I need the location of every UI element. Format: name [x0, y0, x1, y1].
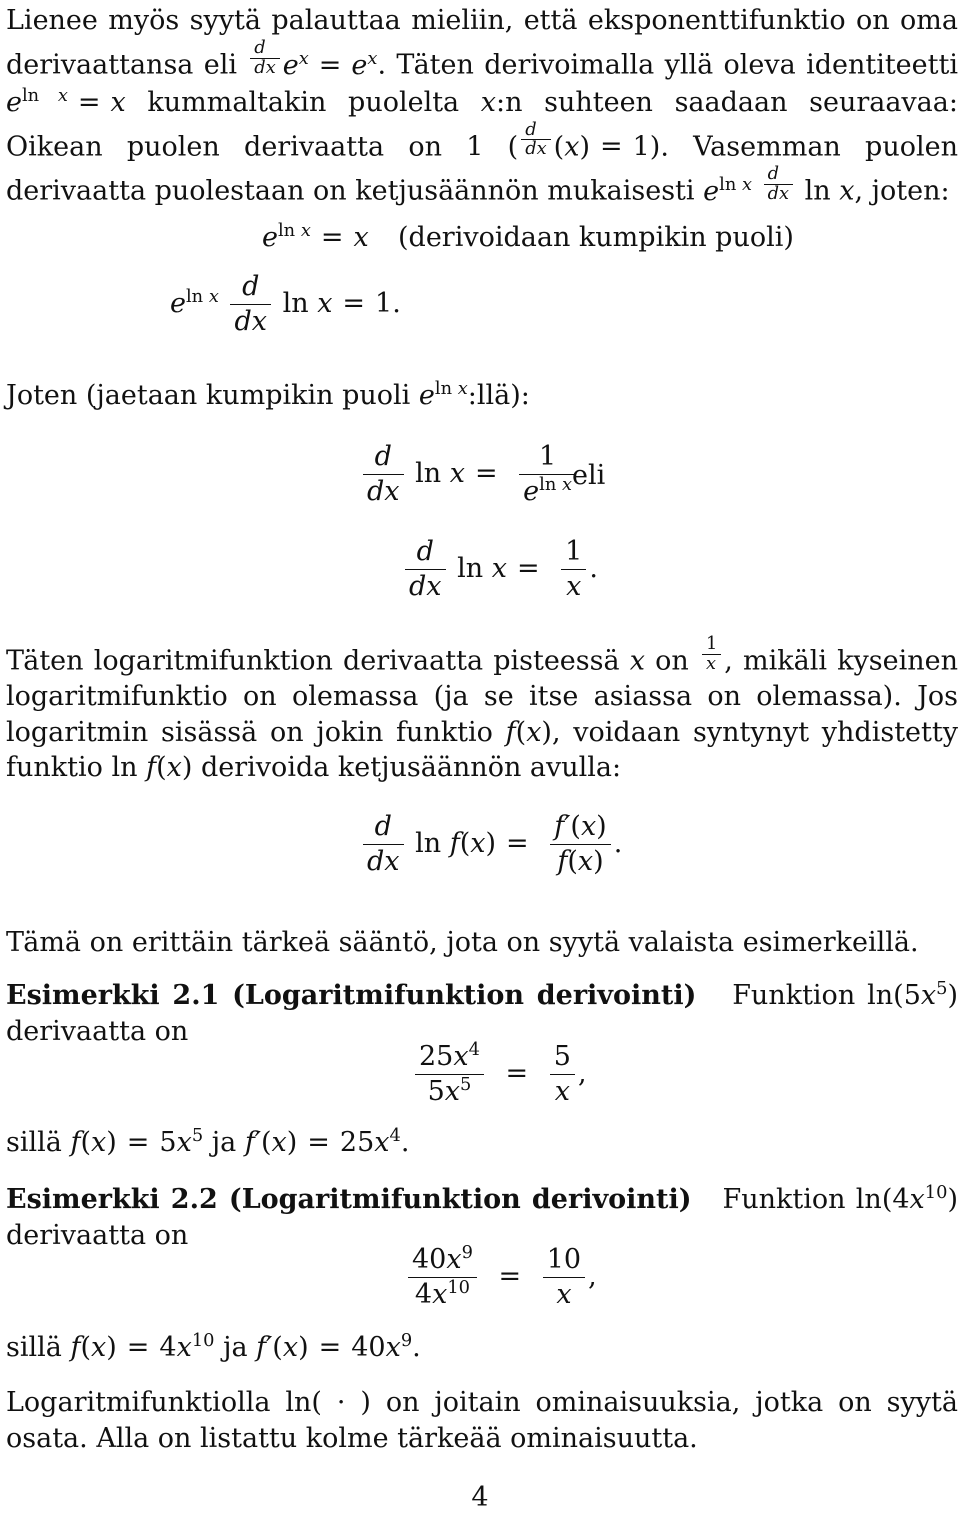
text-segment: kummaltakin puolelta — [147, 86, 460, 118]
equation-identity: $e^{ln x} = x$ — [262, 220, 369, 253]
paragraph-divide — [6, 378, 958, 414]
math-expression: $e^{ln x}$ — [703, 174, 753, 207]
math-expression: $f(x) = 5x^5$ — [70, 1125, 204, 1158]
paragraph-important-rule: Tämä on erittäin tärkeä sääntö, jota on syytä valaista esimerkeillä. — [6, 927, 919, 958]
text-segment: :llä): — [467, 380, 530, 411]
text-segment: . Täten derivoimalla yllä oleva identiteetti — [377, 49, 958, 81]
text-segment: ) derivaatta on — [6, 1184, 958, 1251]
text-segment: Funktion ln(4 — [722, 1184, 910, 1215]
fraction-1-x: $\frac{1}{x}$ — [702, 635, 721, 673]
math-expression: $e^x = e^x$ — [282, 47, 378, 81]
text-segment: Funktion ln(5 — [732, 980, 921, 1011]
fraction-d-dx: $\frac{d}{dx}$ — [521, 121, 550, 159]
fraction-d-dx: $\frac{d}{dx}$ — [764, 165, 793, 203]
math-expression: $x^{10}$ — [909, 1182, 948, 1215]
text-segment: sillä — [6, 1127, 62, 1158]
equation-eli: eli — [572, 460, 606, 491]
paragraph-log-derivative — [6, 635, 958, 786]
math-expression: $x^5$ — [920, 978, 948, 1011]
text-segment: Täten logaritmifunktion derivaatta pisteessä — [6, 645, 620, 677]
math-variable: x — [629, 645, 645, 677]
math-expression: $f(x) = 4x^{10}$ — [70, 1330, 215, 1363]
text-segment: Joten (jaetaan kumpikin puoli — [6, 380, 411, 411]
text-segment: , joten: — [854, 175, 950, 207]
text-segment: , voidaan syntynyt yhdistetty funktio ln — [6, 716, 958, 784]
fraction-d-dx: $\frac{d}{dx}$ — [250, 39, 279, 77]
paragraph-derivative-intro — [6, 2, 958, 210]
text-segment: ja — [211, 1127, 237, 1158]
text-segment: sillä — [6, 1332, 62, 1363]
text-segment: on — [655, 645, 689, 677]
paragraph-log-properties: Logaritmifunktiolla ln( · ) on joitain ominaisuuksia, jotka on syytä osata. Alla on listattu kolme tärkeää ominaisuutta. — [6, 1387, 958, 1454]
math-variable: x — [480, 86, 497, 118]
math-expression: $f'(x) = 40x^9$ — [256, 1330, 413, 1363]
text-segment: ). Vasemman puolen derivaatta puolestaan on ketjusäännön mukaisesti — [6, 131, 958, 207]
example-title: Esimerkki 2.1 (Logaritmifunktion derivointi) — [6, 980, 697, 1011]
math-expression: $e^{ln x} = x$ — [6, 84, 126, 118]
text-segment: derivoida ketjusäännön avulla: — [201, 752, 622, 784]
example-2-2-since: sillä $f(x) = 4x^{10}$ ja $f'(x) = 40x^9$. — [6, 1330, 421, 1363]
equation-ln-derivative-2: $\frac{d}{dx}$ ln x = $\frac{1}{x}$ . — [402, 535, 598, 604]
equation-derived: $e^{ln x}$ $\frac{d}{dx}$ ln x = 1. — [170, 271, 401, 337]
math-expression: (x) = 1 — [553, 131, 650, 163]
math-expression: f(x) — [146, 752, 193, 784]
example-2-1 — [6, 978, 958, 1049]
equation-example-2-2: $\frac{40x^9}{4x^{10}}$ = $\frac{10}{x}$ , — [405, 1243, 597, 1312]
example-2-1-since: sillä $f(x) = 5x^5$ ja $f'(x) = 25x^4$. — [6, 1125, 410, 1158]
math-expression: ln x — [804, 175, 855, 207]
text-segment: Lienee myös syytä palauttaa mieliin, että eksponenttifunktio on oma derivaattansa eli — [6, 5, 958, 81]
text-segment: , mikäli kyseinen logaritmifunktio on olemassa (ja se itse asiassa on olemassa). Jos logaritmin sisässä on jokin funktio — [6, 645, 958, 748]
equation-ln-derivative-1: $\frac{d}{dx}$ ln x = $\frac{1}{e^{ln x}}$ — [360, 440, 579, 509]
text-segment: ) derivaatta on — [6, 980, 958, 1047]
math-expression: f(x) — [505, 716, 552, 748]
math-expression: $e^{ln x}$ — [418, 378, 468, 411]
equation-chain-rule: $\frac{d}{dx}$ ln f(x) = $\frac{f'(x)}{f(x)}$ . — [360, 810, 622, 879]
text-segment: :n suhteen saadaan seuraavaa: Oikean puolen derivaatta on 1 ( — [6, 86, 958, 163]
page-number: 4 — [471, 1482, 489, 1513]
text-segment: ja — [223, 1332, 248, 1363]
math-expression: $f'(x) = 25x^4$ — [244, 1125, 401, 1158]
example-title: Esimerkki 2.2 (Logaritmifunktion derivointi) — [6, 1184, 692, 1215]
equation-note: (derivoidaan kumpikin puoli) — [398, 222, 794, 253]
equation-example-2-1: $\frac{25x^4}{5x^5}$ = $\frac{5}{x}$ , — [412, 1040, 587, 1109]
